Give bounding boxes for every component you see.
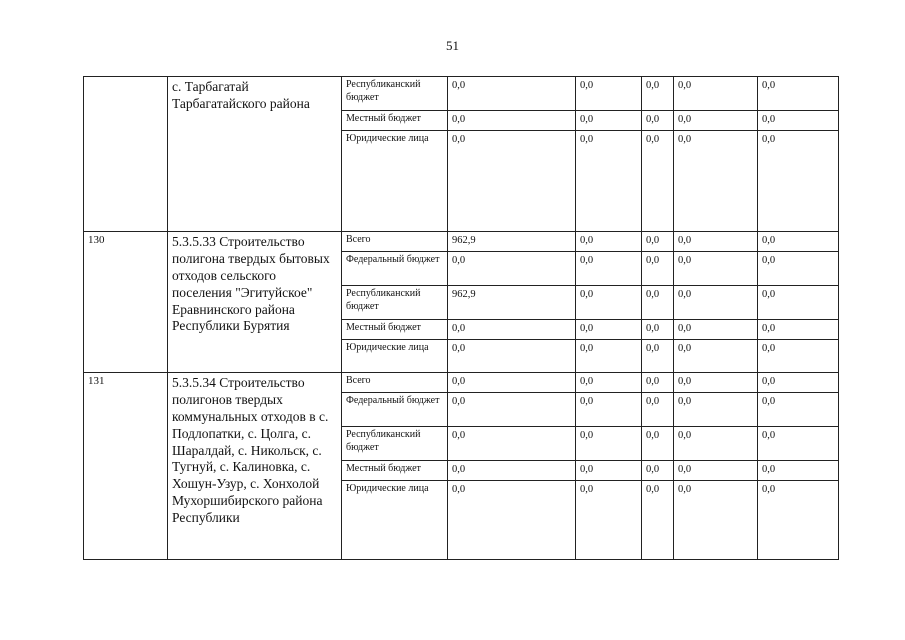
measure-name: 5.3.5.34 Строительство полигонов твердых коммунальных отходов в с. Подлопатки, с. Цолга, с. Шаралдай, с. Никольск, с. Тугнуй, с. Калиновка, с. Хошун-Узур, с. Хонхолой Мухоршибирского района Республики (168, 373, 342, 560)
amount-cell: 0,0 (576, 111, 642, 131)
amount-cell: 0,0 (448, 320, 576, 340)
amount-cell: 0,0 (758, 286, 839, 320)
amount-cell: 0,0 (758, 393, 839, 427)
budget-table (83, 76, 839, 560)
amount-cell: 0,0 (576, 461, 642, 481)
amount-cell: 0,0 (758, 481, 839, 560)
amount-cell: 0,0 (674, 461, 758, 481)
amount-cell: 0,0 (576, 77, 642, 111)
amount-cell: 0,0 (674, 340, 758, 373)
amount-cell: 0,0 (674, 373, 758, 393)
amount-cell: 0,0 (576, 286, 642, 320)
amount-cell: 0,0 (758, 461, 839, 481)
amount-cell: 0,0 (674, 427, 758, 461)
amount-cell: 0,0 (576, 252, 642, 286)
amount-cell: 962,9 (448, 232, 576, 252)
amount-cell: 0,0 (758, 427, 839, 461)
amount-cell: 0,0 (448, 461, 576, 481)
amount-cell: 0,0 (576, 131, 642, 232)
amount-cell: 0,0 (758, 320, 839, 340)
amount-cell: 0,0 (642, 232, 674, 252)
amount-cell: 0,0 (642, 340, 674, 373)
page-number: 51 (446, 38, 459, 53)
amount-cell: 0,0 (674, 77, 758, 111)
funding-source: Юридические лица (342, 131, 448, 232)
amount-cell: 0,0 (576, 373, 642, 393)
amount-cell: 0,0 (758, 340, 839, 373)
amount-cell: 0,0 (642, 427, 674, 461)
amount-cell: 0,0 (448, 373, 576, 393)
amount-cell: 0,0 (448, 427, 576, 461)
amount-cell: 0,0 (576, 481, 642, 560)
amount-cell: 0,0 (642, 77, 674, 111)
funding-source: Юридические лица (342, 340, 448, 373)
funding-source: Всего (342, 373, 448, 393)
amount-cell: 0,0 (674, 481, 758, 560)
amount-cell: 0,0 (674, 232, 758, 252)
amount-cell: 0,0 (674, 131, 758, 232)
amount-cell: 0,0 (758, 373, 839, 393)
funding-source: Местный бюджет (342, 461, 448, 481)
amount-cell: 0,0 (576, 232, 642, 252)
funding-source: Республиканский бюджет (342, 77, 448, 111)
amount-cell: 0,0 (642, 286, 674, 320)
table-row (84, 77, 839, 111)
amount-cell: 0,0 (674, 286, 758, 320)
amount-cell: 0,0 (674, 252, 758, 286)
amount-cell: 0,0 (642, 111, 674, 131)
amount-cell: 0,0 (642, 131, 674, 232)
measure-name: 5.3.5.33 Строительство полигона твердых бытовых отходов сельского поселения "Эгитуйское" Еравнинского района Республики Бурятия (168, 232, 342, 373)
row-number (84, 77, 168, 232)
funding-source: Федеральный бюджет (342, 393, 448, 427)
amount-cell: 0,0 (448, 131, 576, 232)
amount-cell: 0,0 (448, 111, 576, 131)
amount-cell: 0,0 (448, 77, 576, 111)
table-row (84, 373, 839, 393)
amount-cell: 0,0 (448, 481, 576, 560)
amount-cell: 0,0 (642, 481, 674, 560)
amount-cell: 0,0 (758, 77, 839, 111)
amount-cell: 0,0 (642, 373, 674, 393)
amount-cell: 0,0 (642, 320, 674, 340)
amount-cell: 0,0 (674, 393, 758, 427)
funding-source: Республиканский бюджет (342, 286, 448, 320)
funding-source: Республиканский бюджет (342, 427, 448, 461)
amount-cell: 0,0 (576, 427, 642, 461)
amount-cell: 0,0 (576, 320, 642, 340)
amount-cell: 0,0 (642, 252, 674, 286)
amount-cell: 962,9 (448, 286, 576, 320)
amount-cell: 0,0 (642, 393, 674, 427)
amount-cell: 0,0 (448, 252, 576, 286)
funding-source: Местный бюджет (342, 111, 448, 131)
funding-source: Местный бюджет (342, 320, 448, 340)
table-row (84, 232, 839, 252)
amount-cell: 0,0 (448, 340, 576, 373)
amount-cell: 0,0 (674, 111, 758, 131)
row-number: 131 (84, 373, 168, 560)
amount-cell: 0,0 (758, 131, 839, 232)
amount-cell: 0,0 (576, 393, 642, 427)
row-number: 130 (84, 232, 168, 373)
amount-cell: 0,0 (674, 320, 758, 340)
amount-cell: 0,0 (758, 252, 839, 286)
amount-cell: 0,0 (758, 111, 839, 131)
measure-name: с. Тарбагатай Тарбагатайского района (168, 77, 342, 232)
funding-source: Федеральный бюджет (342, 252, 448, 286)
amount-cell: 0,0 (576, 340, 642, 373)
funding-source: Юридические лица (342, 481, 448, 560)
funding-source: Всего (342, 232, 448, 252)
amount-cell: 0,0 (448, 393, 576, 427)
amount-cell: 0,0 (758, 232, 839, 252)
amount-cell: 0,0 (642, 461, 674, 481)
